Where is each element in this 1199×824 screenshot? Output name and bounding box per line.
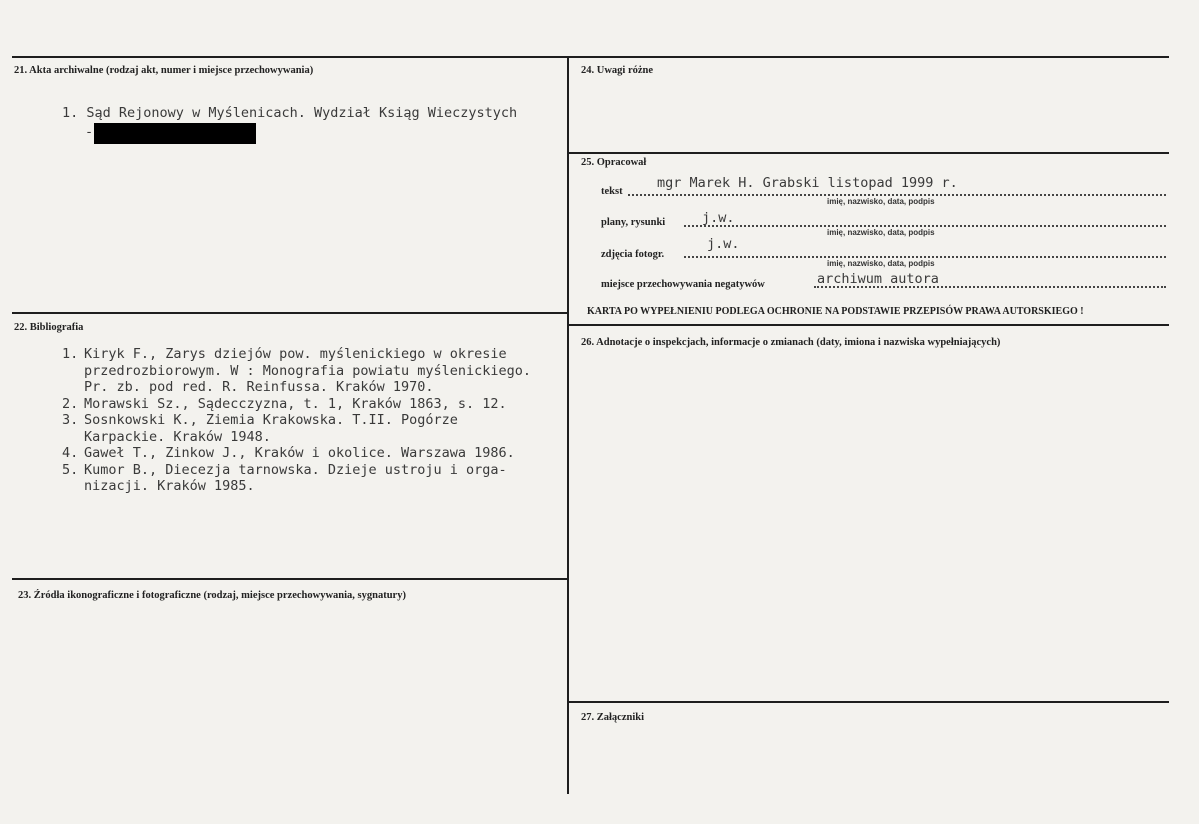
- archive-item-text: Sąd Rejonowy w Myślenicach. Wydział Ksiąg Wieczystych: [86, 105, 518, 121]
- divider-21-22: [12, 312, 568, 314]
- divider-25-26: [568, 324, 1169, 326]
- list-item-line: Gaweł T., Zinkow J., Kraków i okolice. Warszawa 1986.: [84, 445, 515, 461]
- list-item-line: Pr. zb. pod red. R. Reinfussa. Kraków 1970.: [84, 379, 434, 395]
- section-21-label: [14, 65, 313, 76]
- section-27-label: [581, 712, 644, 723]
- field-tekst-dots: [628, 194, 1166, 196]
- section-25-title: Opracował: [596, 157, 647, 168]
- redaction-block: [94, 123, 256, 144]
- list-item-line: Morawski Sz., Sądecczyzna, t. 1, Kraków 1863, s. 12.: [84, 395, 507, 412]
- field-negatywy-value: archiwum autora: [817, 271, 939, 287]
- list-item-line: Karpackie. Kraków 1948.: [84, 428, 271, 445]
- section-26-title: Adnotacje o inspekcjach, informacje o zmianach: [596, 337, 814, 348]
- section-25-label: [581, 157, 646, 168]
- field-zdjecia-hint: imię, nazwisko, data, podpis: [827, 259, 935, 268]
- section-23-title: Źródła ikonograficzne i fotograficzne: [33, 590, 201, 601]
- section-24-title: Uwagi różne: [596, 65, 654, 76]
- section-26-number: 26.: [581, 337, 595, 348]
- field-zdjecia-dots: [684, 256, 1166, 258]
- divider-26-27: [568, 701, 1169, 703]
- section-21-subtitle: (rodzaj akt, numer i miejsce przechowywania): [105, 65, 314, 76]
- list-item-line: przedrozbiorowym. W : Monografia powiatu myślenickiego.: [84, 362, 532, 379]
- field-plany-dots: [684, 225, 1166, 227]
- copyright-warning: KARTA PO WYPEŁNIENIU PODLEGA OCHRONIE NA PODSTAWIE PRZEPISÓW PRAWA AUTORSKIEGO !: [587, 306, 1084, 317]
- list-item-number: 4.: [62, 445, 79, 461]
- section-24-number: 24.: [581, 65, 595, 76]
- section-23-subtitle: (rodzaj, miejsce przechowywania, sygnatury): [203, 590, 406, 601]
- top-border: [12, 56, 1169, 58]
- field-zdjecia-value: j.w.: [707, 236, 740, 252]
- field-tekst-hint: imię, nazwisko, data, podpis: [827, 197, 935, 206]
- section-24-label: [581, 65, 653, 76]
- section-23-number: 23.: [18, 590, 32, 601]
- field-negatywy-label: miejsce przechowywania negatywów: [601, 279, 765, 290]
- list-item-number: 5.: [62, 461, 79, 478]
- archive-item-number: 1.: [62, 105, 79, 121]
- list-item: [62, 412, 531, 445]
- list-item-line: Kumor B., Diecezja tarnowska. Dzieje ustroju i orga-: [84, 461, 507, 478]
- section-27-number: 27.: [581, 712, 595, 723]
- list-item: [62, 346, 531, 396]
- list-item-line: Sosnkowski K., Ziemia Krakowska. T.II. Pogórze: [84, 412, 458, 428]
- divider-24-25: [568, 152, 1169, 154]
- field-tekst-label: tekst: [601, 186, 623, 197]
- section-22-title: Bibliografia: [29, 322, 84, 333]
- section-25-number: 25.: [581, 157, 595, 168]
- field-plany-label: plany, rysunki: [601, 217, 666, 228]
- list-item-number: 3.: [62, 412, 79, 428]
- list-item-line: nizacji. Kraków 1985.: [84, 478, 255, 494]
- section-22-number: 22.: [14, 322, 28, 333]
- section-22-label: [14, 322, 83, 333]
- archive-item-1: [62, 105, 517, 122]
- field-plany-value: j.w.: [702, 210, 735, 226]
- list-item-number: 2.: [62, 395, 79, 412]
- section-26-subtitle: (daty, imiona i nazwiska wypełniających): [816, 337, 1001, 348]
- section-21-title: Akta archiwalne: [29, 65, 104, 76]
- section-23-label: [18, 590, 406, 601]
- bibliography-list: [62, 346, 531, 495]
- archive-item-prefix: -: [85, 124, 94, 140]
- divider-22-23: [12, 578, 568, 580]
- section-21-number: 21.: [14, 65, 28, 76]
- section-26-label: [581, 337, 1000, 348]
- section-27-title: Załączniki: [596, 712, 645, 723]
- list-item: [62, 462, 531, 495]
- field-plany-hint: imię, nazwisko, data, podpis: [827, 228, 935, 237]
- list-item: [62, 396, 531, 413]
- list-item: [62, 445, 531, 462]
- center-divider: [567, 56, 569, 794]
- field-zdjecia-label: zdjęcia fotogr.: [601, 249, 665, 260]
- field-tekst-value: mgr Marek H. Grabski listopad 1999 r.: [657, 175, 958, 191]
- list-item-line: Kiryk F., Zarys dziejów pow. myślenickiego w okresie: [84, 346, 507, 362]
- list-item-number: 1.: [62, 346, 79, 362]
